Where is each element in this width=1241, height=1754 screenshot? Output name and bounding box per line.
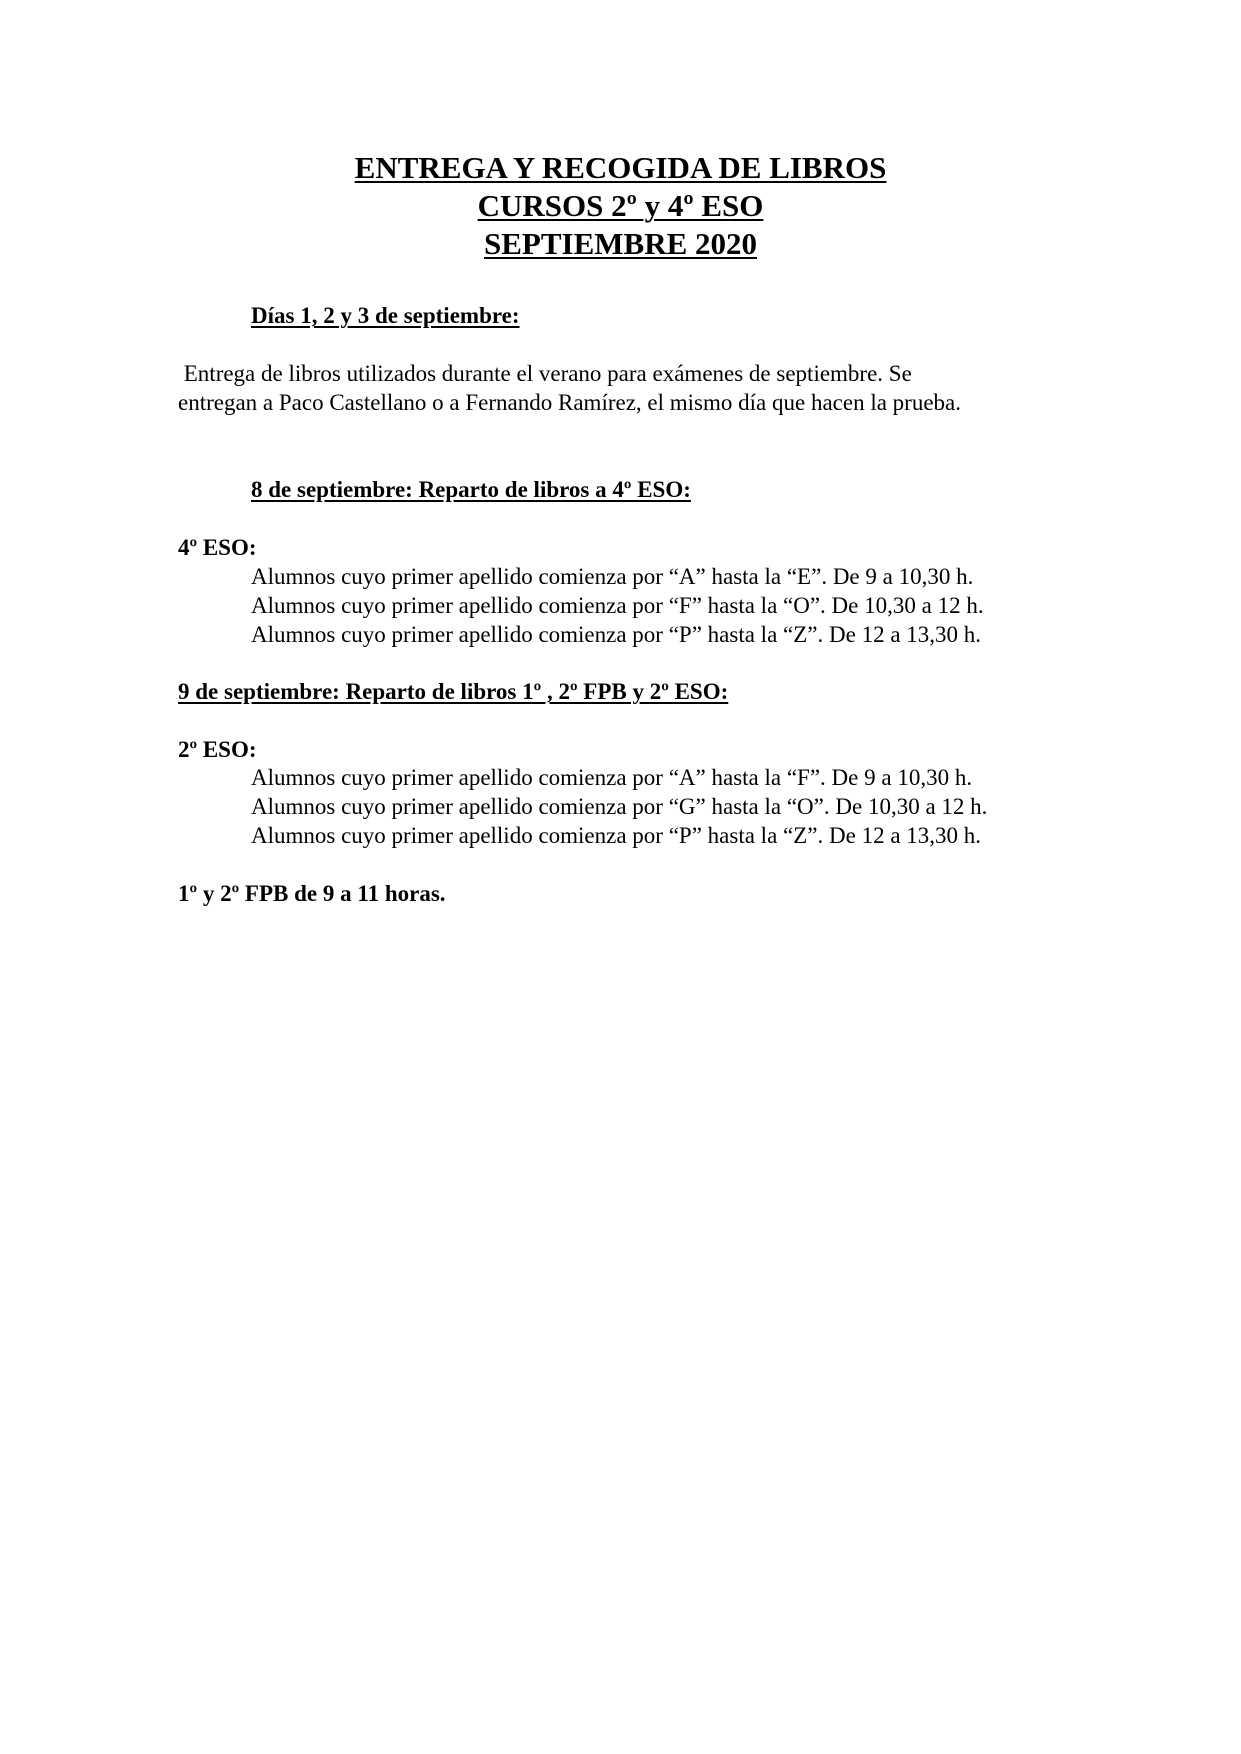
section2-row-2: Alumnos cuyo primer apellido comienza por “F” hasta la “O”. De 10,30 a 12 h.: [251, 593, 984, 618]
section2-row-3: Alumnos cuyo primer apellido comienza por “P” hasta la “Z”. De 12 a 13,30 h.: [251, 622, 982, 647]
section2-heading: 8 de septiembre: Reparto de libros a 4º ESO:: [251, 477, 691, 502]
section3-row-3: Alumnos cuyo primer apellido comienza por “P” hasta la “Z”. De 12 a 13,30 h.: [251, 823, 982, 848]
section1-heading: Días 1, 2 y 3 de septiembre:: [251, 303, 520, 328]
section3-heading: 9 de septiembre: Reparto de libros 1º , 2º FPB y 2º ESO:: [178, 679, 729, 704]
section3-row-1: Alumnos cuyo primer apellido comienza por “A” hasta la “F”. De 9 a 10,30 h.: [251, 765, 973, 790]
section3-group-label: 2º ESO:: [178, 737, 257, 762]
title-line-1: ENTREGA Y RECOGIDA DE LIBROS: [354, 150, 887, 185]
title-line-3: SEPTIEMBRE 2020: [483, 226, 758, 261]
section2-group-label: 4º ESO:: [178, 535, 257, 560]
fpb-note: 1º y 2º FPB de 9 a 11 horas.: [178, 881, 446, 906]
section2-row-1: Alumnos cuyo primer apellido comienza por “A” hasta la “E”. De 9 a 10,30 h.: [251, 564, 974, 589]
section1-paragraph-line-2: entregan a Paco Castellano o a Fernando Ramírez, el mismo día que hacen la prueba.: [178, 390, 961, 415]
section3-row-2: Alumnos cuyo primer apellido comienza por “G” hasta la “O”. De 10,30 a 12 h.: [251, 794, 988, 819]
section1-paragraph-line-1: Entrega de libros utilizados durante el verano para exámenes de septiembre. Se: [178, 361, 912, 386]
title-line-2: CURSOS 2º y 4º ESO: [477, 188, 764, 223]
